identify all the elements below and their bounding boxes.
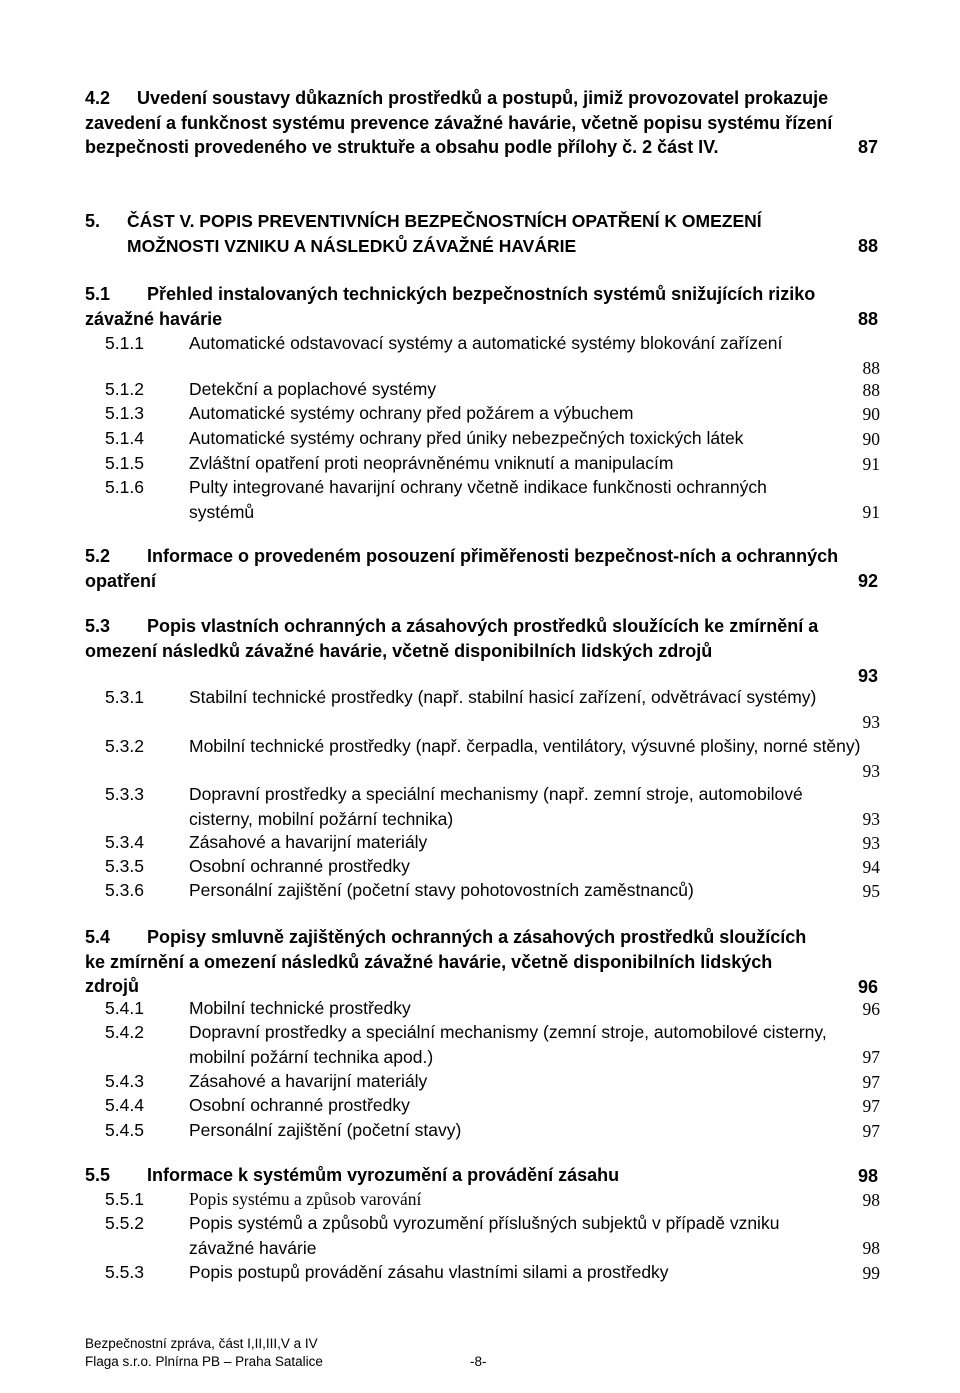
footer-document-title: Bezpečnostní zpráva, část I,II,III,V a IV	[85, 1336, 318, 1351]
toc-entry-page: 90	[862, 428, 880, 449]
toc-entry-text: Dopravní prostředky a speciální mechanismy (např. zemní stroje, automobilové cisterny, mobilní požární technika)	[189, 784, 803, 829]
toc-entry-5-1-6[interactable]	[105, 475, 880, 524]
toc-entry-number: 5.3.5	[105, 856, 144, 876]
toc-entry-text: Zásahové a havarijní materiály	[189, 1071, 428, 1091]
footer-page-number: -8-	[470, 1354, 487, 1369]
toc-entry-number: 5.1.1	[105, 333, 144, 353]
toc-entry-text: Pulty integrované havarijní ochrany včetně indikace funkčnosti ochranných systémů	[189, 477, 767, 522]
toc-entry-text: Stabilní technické prostředky (např. stabilní hasicí zařízení, odvětrávací systémy)	[189, 687, 817, 707]
toc-entry-text: Mobilní technické prostředky	[189, 998, 411, 1018]
toc-entry-number: 5.4.5	[105, 1120, 144, 1140]
toc-entry-page: 88	[857, 308, 878, 329]
toc-entry-text: Detekční a poplachové systémy	[189, 379, 437, 399]
toc-entry-5-5[interactable]	[85, 1163, 880, 1188]
toc-entry-5-3-3[interactable]	[105, 782, 880, 831]
toc-entry-page: 90	[862, 403, 880, 424]
toc-entry-5-5-1[interactable]	[105, 1187, 880, 1212]
toc-entry-number: 5.3.4	[105, 832, 144, 852]
toc-entry-text: Popisy smluvně zajištěných ochranných a zásahových prostředků sloužících ke zmírnění a omezení následků závažné havárie, včetně disponibilních lidských zdrojů	[85, 927, 807, 996]
toc-entry-text: Popis postupů provádění zásahu vlastními silami a prostředky	[189, 1262, 669, 1282]
toc-entry-5-4[interactable]	[85, 925, 880, 999]
toc-entry-page: 98	[862, 1237, 880, 1258]
toc-entry-number: 5.3.6	[105, 880, 144, 900]
toc-entry-text: Popis vlastních ochranných a zásahových prostředků sloužících ke zmírnění a omezení následků závažné havárie, včetně disponibilních lidských zdrojů	[85, 616, 819, 661]
toc-entry-5-1-1[interactable]	[105, 331, 880, 380]
toc-entry-number: 5.4.4	[105, 1095, 144, 1115]
toc-entry-page: 99	[862, 1262, 880, 1283]
toc-entry-text: Personální zajištění (početní stavy pohotovostních zaměstnanců)	[189, 880, 694, 900]
toc-entry-number: 5.3	[85, 616, 111, 636]
toc-entry-5-5-3[interactable]	[105, 1260, 880, 1285]
toc-entry-5-3-2[interactable]	[105, 734, 880, 783]
toc-entry-text: Dopravní prostředky a speciální mechanismy (zemní stroje, automobilové cisterny, mobilní požární technika apod.)	[189, 1022, 827, 1067]
toc-entry-page: 93	[862, 808, 880, 829]
toc-entry-number: 5.4	[85, 927, 111, 947]
toc-entry-number: 5.2	[85, 546, 111, 566]
toc-entry-page: 91	[862, 453, 880, 474]
toc-entry-text: Automatické odstavovací systémy a automatické systémy blokování zařízení	[189, 333, 783, 353]
toc-entry-text: Popis systémů a způsobů vyrozumění příslušných subjektů v případě vzniku závažné havárie	[189, 1213, 780, 1258]
toc-entry-page: 93	[862, 760, 880, 781]
toc-entry-4-2[interactable]	[85, 86, 880, 160]
toc-entry-number: 5.4.1	[105, 998, 144, 1018]
toc-entry-text: Osobní ochranné prostředky	[189, 856, 410, 876]
toc-entry-number: 5.4.3	[105, 1071, 144, 1091]
toc-entry-page: 92	[857, 570, 878, 591]
toc-entry-number: 5.3.1	[105, 687, 144, 707]
toc-entry-number: 5.1.5	[105, 453, 144, 473]
toc-entry-page: 96	[857, 976, 878, 997]
toc-entry-5-2[interactable]	[85, 544, 880, 593]
toc-entry-5-4-5[interactable]	[105, 1118, 880, 1143]
toc-entry-number: 5.1.4	[105, 428, 144, 448]
toc-entry-page: 97	[862, 1120, 880, 1141]
toc-entry-5-3-4[interactable]	[105, 830, 880, 855]
toc-entry-text: Informace o provedeném posouzení přiměřenosti bezpečnost-ních a ochranných opatření	[85, 546, 839, 591]
toc-entry-5-1[interactable]	[85, 282, 880, 331]
footer-company: Flaga s.r.o. Plnírna PB – Praha Satalice	[85, 1354, 323, 1369]
toc-entry-5[interactable]	[85, 209, 880, 258]
toc-entry-page: 97	[862, 1071, 880, 1092]
toc-entry-5-1-3[interactable]	[105, 401, 880, 426]
toc-entry-5-3-6[interactable]	[105, 878, 880, 903]
toc-entry-text: Popis systému a způsob varování	[189, 1189, 422, 1209]
toc-entry-5-4-4[interactable]	[105, 1093, 880, 1118]
toc-entry-5-3[interactable]	[85, 614, 880, 688]
toc-entry-text: Osobní ochranné prostředky	[189, 1095, 410, 1115]
toc-entry-5-5-2[interactable]	[105, 1211, 880, 1260]
toc-entry-page: 87	[857, 137, 878, 157]
toc-entry-page: 95	[862, 880, 880, 901]
toc-entry-number: 5.5	[85, 1165, 111, 1185]
toc-entry-page: 88	[862, 357, 880, 378]
toc-entry-5-4-3[interactable]	[105, 1069, 880, 1094]
toc-entry-page: 93	[857, 665, 878, 686]
toc-entry-number: 5.4.2	[105, 1022, 144, 1042]
toc-entry-5-4-1[interactable]	[105, 996, 880, 1021]
toc-entry-5-3-1[interactable]	[105, 685, 880, 734]
toc-entry-number: 5.3.3	[105, 784, 144, 804]
toc-entry-page: 93	[862, 711, 880, 732]
toc-entry-page: 98	[857, 1165, 878, 1186]
toc-entry-page: 94	[862, 856, 880, 877]
toc-entry-number: 5.1	[85, 284, 111, 304]
toc-entry-5-1-2[interactable]	[105, 377, 880, 402]
toc-entry-page: 91	[862, 501, 880, 522]
toc-entry-page: 97	[862, 1095, 880, 1116]
toc-entry-page: 88	[857, 235, 878, 256]
toc-entry-text: Personální zajištění (početní stavy)	[189, 1120, 462, 1140]
toc-entry-page: 96	[862, 998, 880, 1019]
toc-entry-page: 97	[862, 1046, 880, 1067]
toc-entry-5-1-4[interactable]	[105, 426, 880, 451]
toc-entry-number: 5.1.3	[105, 403, 144, 423]
toc-entry-text: Informace k systémům vyrozumění a provádění zásahu	[147, 1165, 620, 1185]
toc-entry-number: 5.3.2	[105, 736, 144, 756]
toc-entry-text: Zásahové a havarijní materiály	[189, 832, 428, 852]
toc-entry-number: 5.1.2	[105, 379, 144, 399]
toc-entry-page: 98	[862, 1189, 880, 1210]
toc-entry-number: 5.	[85, 211, 101, 231]
toc-entry-number: 5.5.1	[105, 1189, 144, 1209]
toc-entry-text: Přehled instalovaných technických bezpečnostních systémů snižujících riziko závažné havárie	[85, 284, 816, 329]
toc-entry-5-1-5[interactable]	[105, 451, 880, 476]
toc-entry-5-4-2[interactable]	[105, 1020, 880, 1069]
toc-entry-text: Automatické systémy ochrany před požárem a výbuchem	[189, 403, 634, 423]
toc-entry-text: Zvláštní opatření proti neoprávněnému vniknutí a manipulacím	[189, 453, 674, 473]
toc-entry-page: 88	[862, 379, 880, 400]
toc-entry-text: Automatické systémy ochrany před úniky nebezpečných toxických látek	[189, 428, 744, 448]
toc-entry-number: 5.5.2	[105, 1213, 144, 1233]
toc-entry-text: 4.2 Uvedení soustavy důkazních prostředků a postupů, jimiž provozovatel prokazuje zavedení a funkčnost systému prevence závažné havárie, včetně popisu systému řízení bezpečnosti provedeného ve struktuře a obsahu podle přílohy č. 2 část IV.	[85, 88, 833, 157]
toc-entry-text: ČÁST V. POPIS PREVENTIVNÍCH BEZPEČNOSTNÍCH OPATŘENÍ K OMEZENÍ MOŽNOSTI VZNIKU A NÁSLEDKŮ ZÁVAŽNÉ HAVÁRIE	[127, 211, 762, 256]
toc-entry-page: 93	[862, 832, 880, 853]
toc-entry-number: 5.1.6	[105, 477, 144, 497]
toc-entry-number: 5.5.3	[105, 1262, 144, 1282]
toc-entry-text: Mobilní technické prostředky (např. čerpadla, ventilátory, výsuvné plošiny, norné stěny)	[189, 736, 861, 756]
toc-entry-5-3-5[interactable]	[105, 854, 880, 879]
